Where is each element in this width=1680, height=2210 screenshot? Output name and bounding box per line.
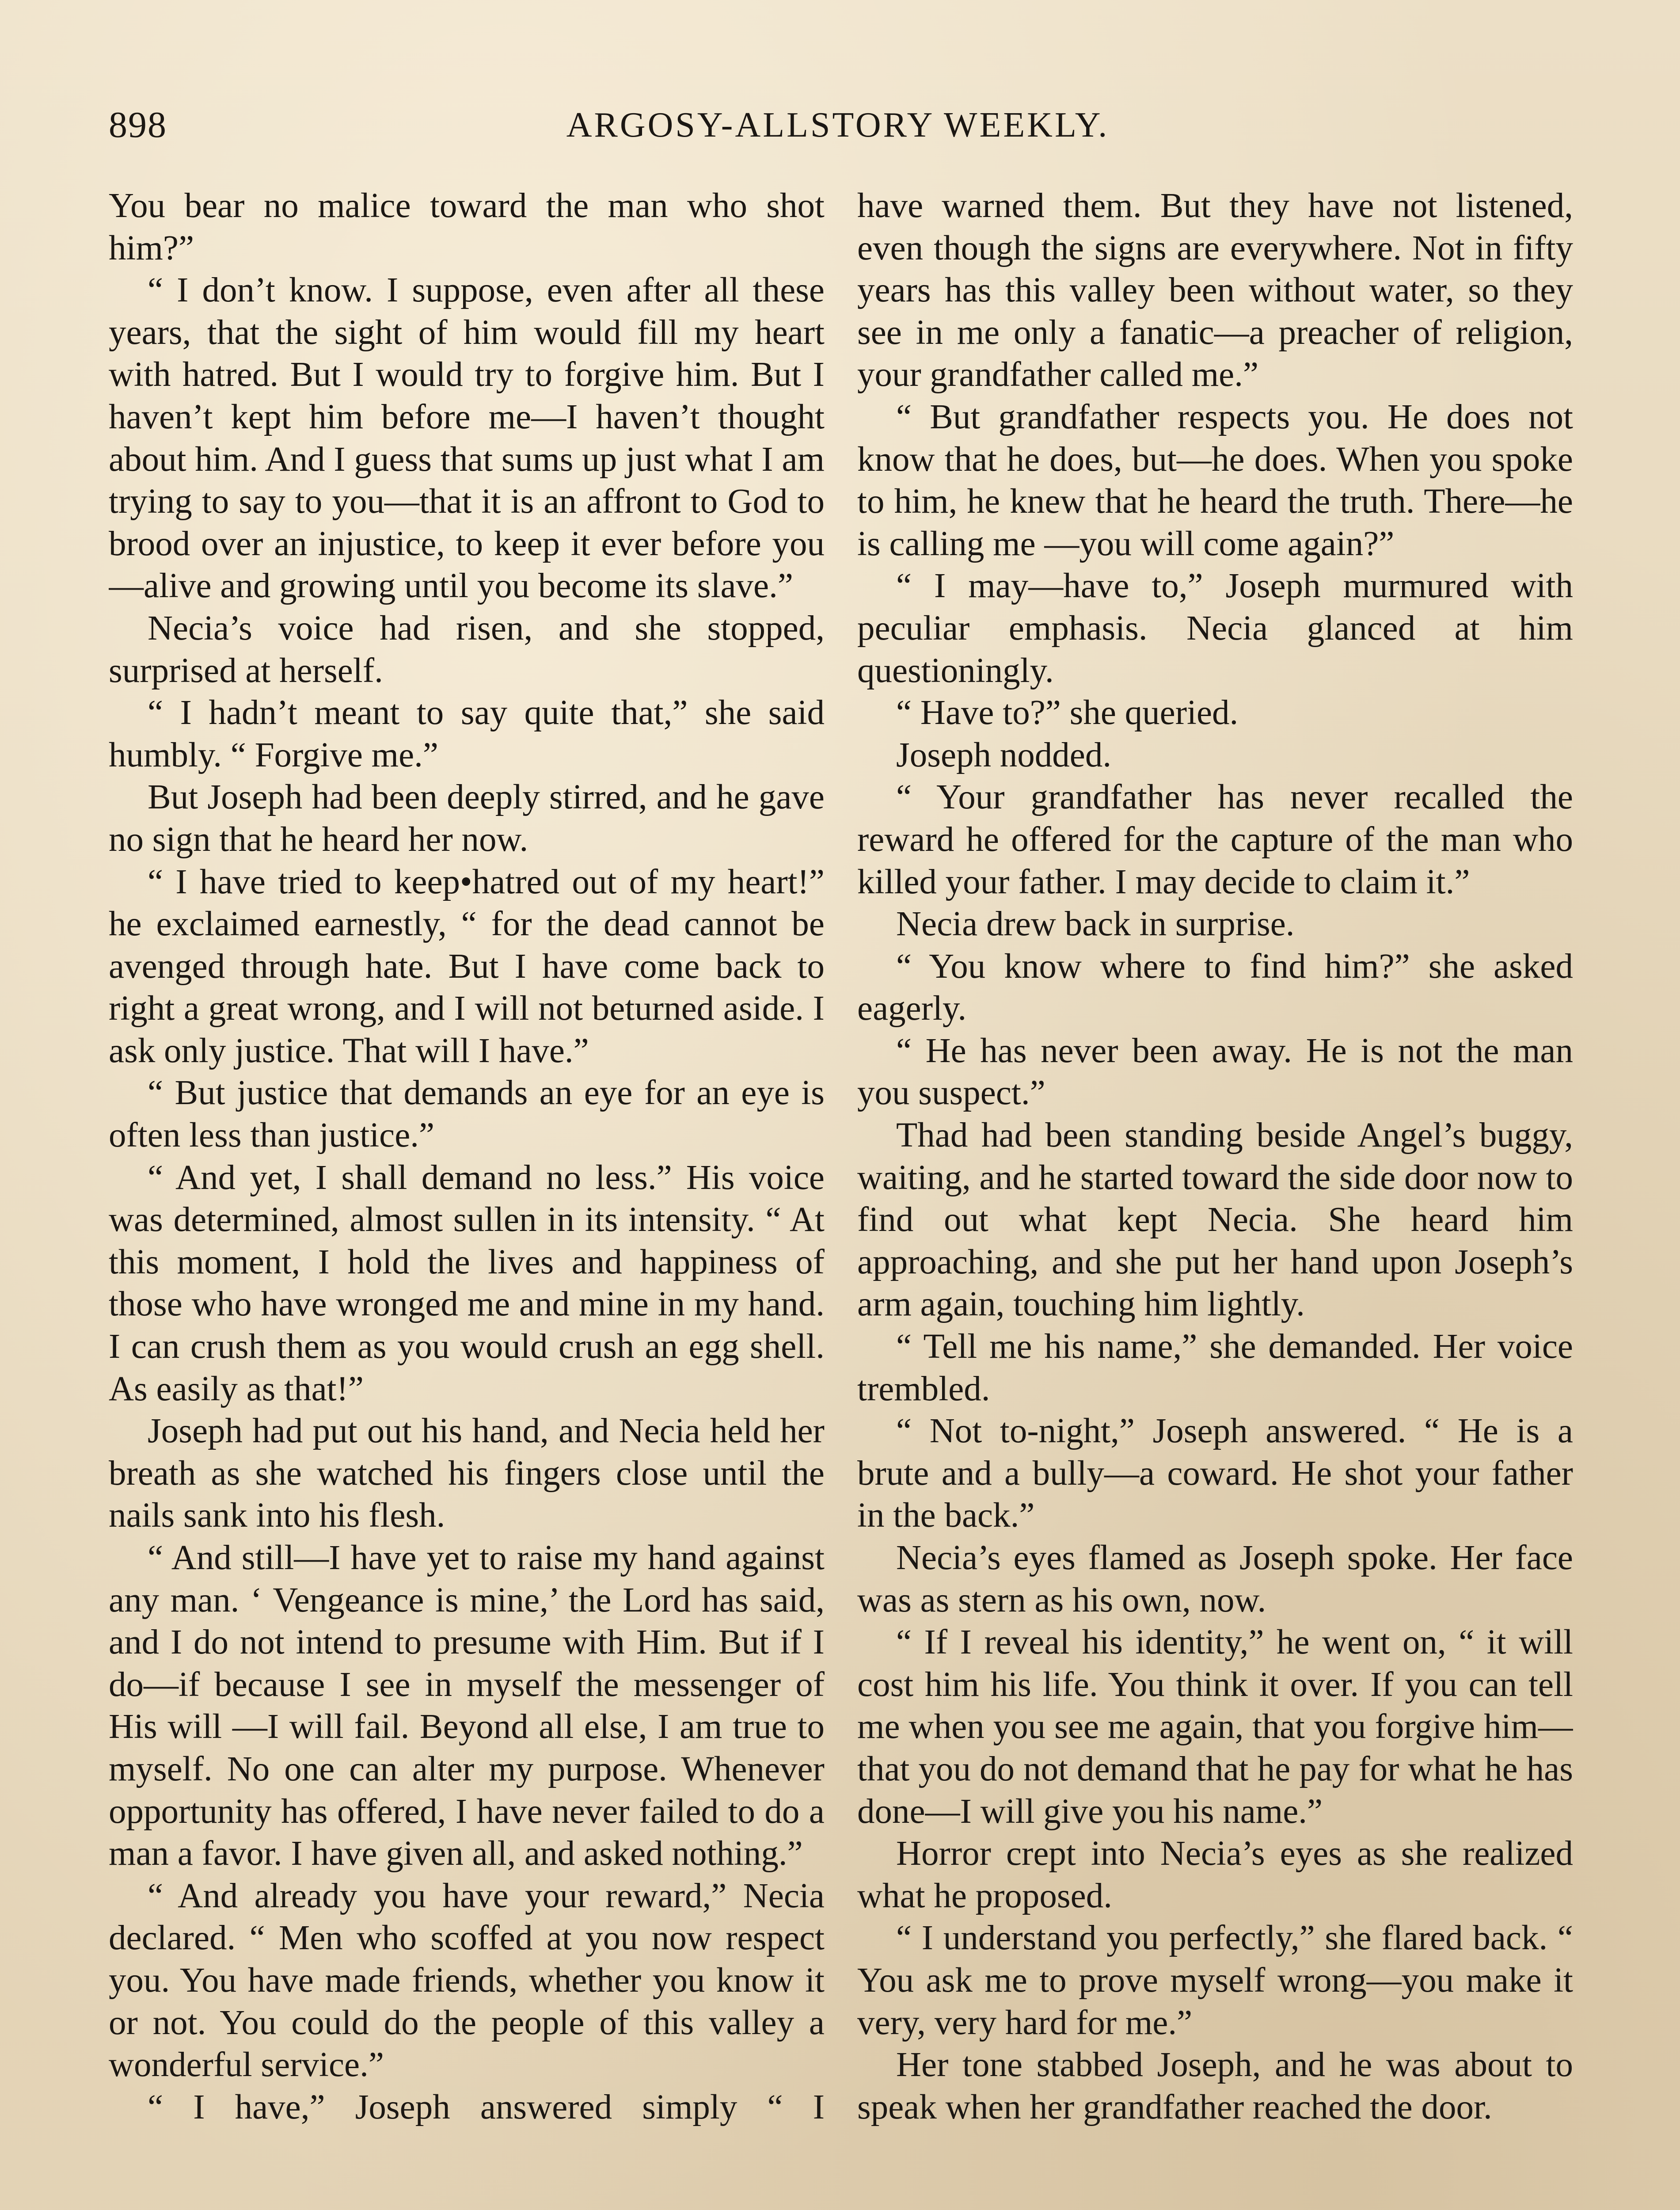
paragraph: Joseph nodded. [896,735,1112,774]
paragraph: “ I don’t know. I suppose, even after all these years, that the sight of him would fill my heart with hatred. But I would try to forgive him. But I haven’t kept him before me—I haven’t thought about him. And I guess that sums up just what I am trying to say to you—that it is an affront to God to brood over an injustice, to keep it ever before you—alive and growing until you become its slave.” [109,271,825,606]
paragraph: “ I have tried to keep•hatred out of my heart!” he exclaimed earnestly, “ for the dead cannot be avenged through hate. But I have come back to right a great wrong, and I will not beturned aside. I ask only justice. That will I have.” [109,862,825,1070]
paragraph: “ You know where to find him?” she asked eagerly. [857,947,1573,1028]
paragraph: “ I may—have to,” Joseph murmured with peculiar emphasis. Necia glanced at him questioningly. [857,567,1573,690]
page-header [109,101,1567,149]
page-number: 898 [109,104,167,145]
text-column-right [857,185,1573,2210]
paragraph: “ Your grandfather has never recalled the reward he offered for the capture of the man who killed your father. I may decide to claim it.” [857,778,1573,901]
paragraph: “ I have,” Joseph answered simply “ I [148,2088,825,2126]
paragraph: “ Have to?” she queried. [896,693,1239,732]
paragraph: But Joseph had been deeply stirred, and he gave no sign that he heard her now. [109,778,825,859]
paragraph: Necia’s eyes flamed as Joseph spoke. Her face was as stern as his own, now. [857,1539,1573,1619]
paragraph: “ Not to-night,” Joseph answered. “ He is a brute and a bully—a coward. He shot your father in the back.” [857,1412,1573,1535]
paragraph: “ But justice that demands an eye for an eye is often less than justice.” [109,1074,825,1155]
paragraph: “ I understand you perfectly,” she flared back. “ You ask me to prove myself wrong—you make it very, very hard for me.” [857,1919,1573,2042]
paragraph: “ And already you have your reward,” Necia declared. “ Men who scoffed at you now respect you. You have made friends, whether you know it or not. You could do the people of this valley a wonderful service.” [109,1876,825,2084]
paragraph: Thad had been standing beside Angel’s buggy, waiting, and he started toward the side door now to find out what kept Necia. She heard him approaching, and she put her hand upon Joseph’s arm again, touching him lightly. [857,1116,1573,1324]
paragraph: Necia drew back in surprise. [896,905,1295,944]
paragraph: “ He has never been away. He is not the man you suspect.” [857,1031,1573,1113]
paragraph: “ And still—I have yet to raise my hand against any man. ‘ Vengeance is mine,’ the Lord has said, and I do not intend to presume with Him. But if I do—if because I see in myself the messenger of His will —I will fail. Beyond all else, I am true to myself. No one can alter my purpose. Whenever opportunity has offered, I have never failed to do a man a favor. I have given all, and asked nothing.” [109,1539,825,1873]
paragraph: “ Tell me his name,” she demanded. Her voice trembled. [857,1327,1573,1408]
paragraph: have warned them. But they have not listened, even though the signs are everywhere. Not in fifty years has this valley been without water, so they see in me only a fanatic—a preacher of religion, your grandfather called me.” [857,187,1573,394]
paragraph: “ If I reveal his identity,” he went on, “ it will cost him his life. You think it over. If you can tell me when you see me again, that you forgive him—that you do not demand that he pay for what he has done—I will give you his name.” [857,1623,1573,1831]
paragraph: “ And yet, I shall demand no less.” His voice was determined, almost sullen in its intensity. “ At this moment, I hold the lives and happiness of those who have wronged me and mine in my hand. I can crush them as you would crush an egg shell. As easily as that!” [109,1158,825,1408]
paragraph: “ I hadn’t meant to say quite that,” she said humbly. “ Forgive me.” [109,693,825,774]
running-title: ARGOSY-ALLSTORY WEEKLY. [566,106,1110,145]
paragraph: Joseph had put out his hand, and Necia held her breath as she watched his fingers close until the nails sank into his flesh. [109,1412,825,1535]
paragraph: You bear no malice toward the man who shot him?” [109,187,825,267]
paragraph: Her tone stabbed Joseph, and he was about to speak when her grandfather reached the door. [857,2046,1573,2126]
paragraph: Necia’s voice had risen, and she stopped, surprised at herself. [109,609,825,690]
paragraph: Horror crept into Necia’s eyes as she realized what he proposed. [857,1834,1573,1915]
paragraph: “ But grandfather respects you. He does not know that he does, but—he does. When you spoke to him, he knew that he heard the truth. There—he is calling me —you will come again?” [857,397,1573,563]
text-column-left [109,185,825,2210]
